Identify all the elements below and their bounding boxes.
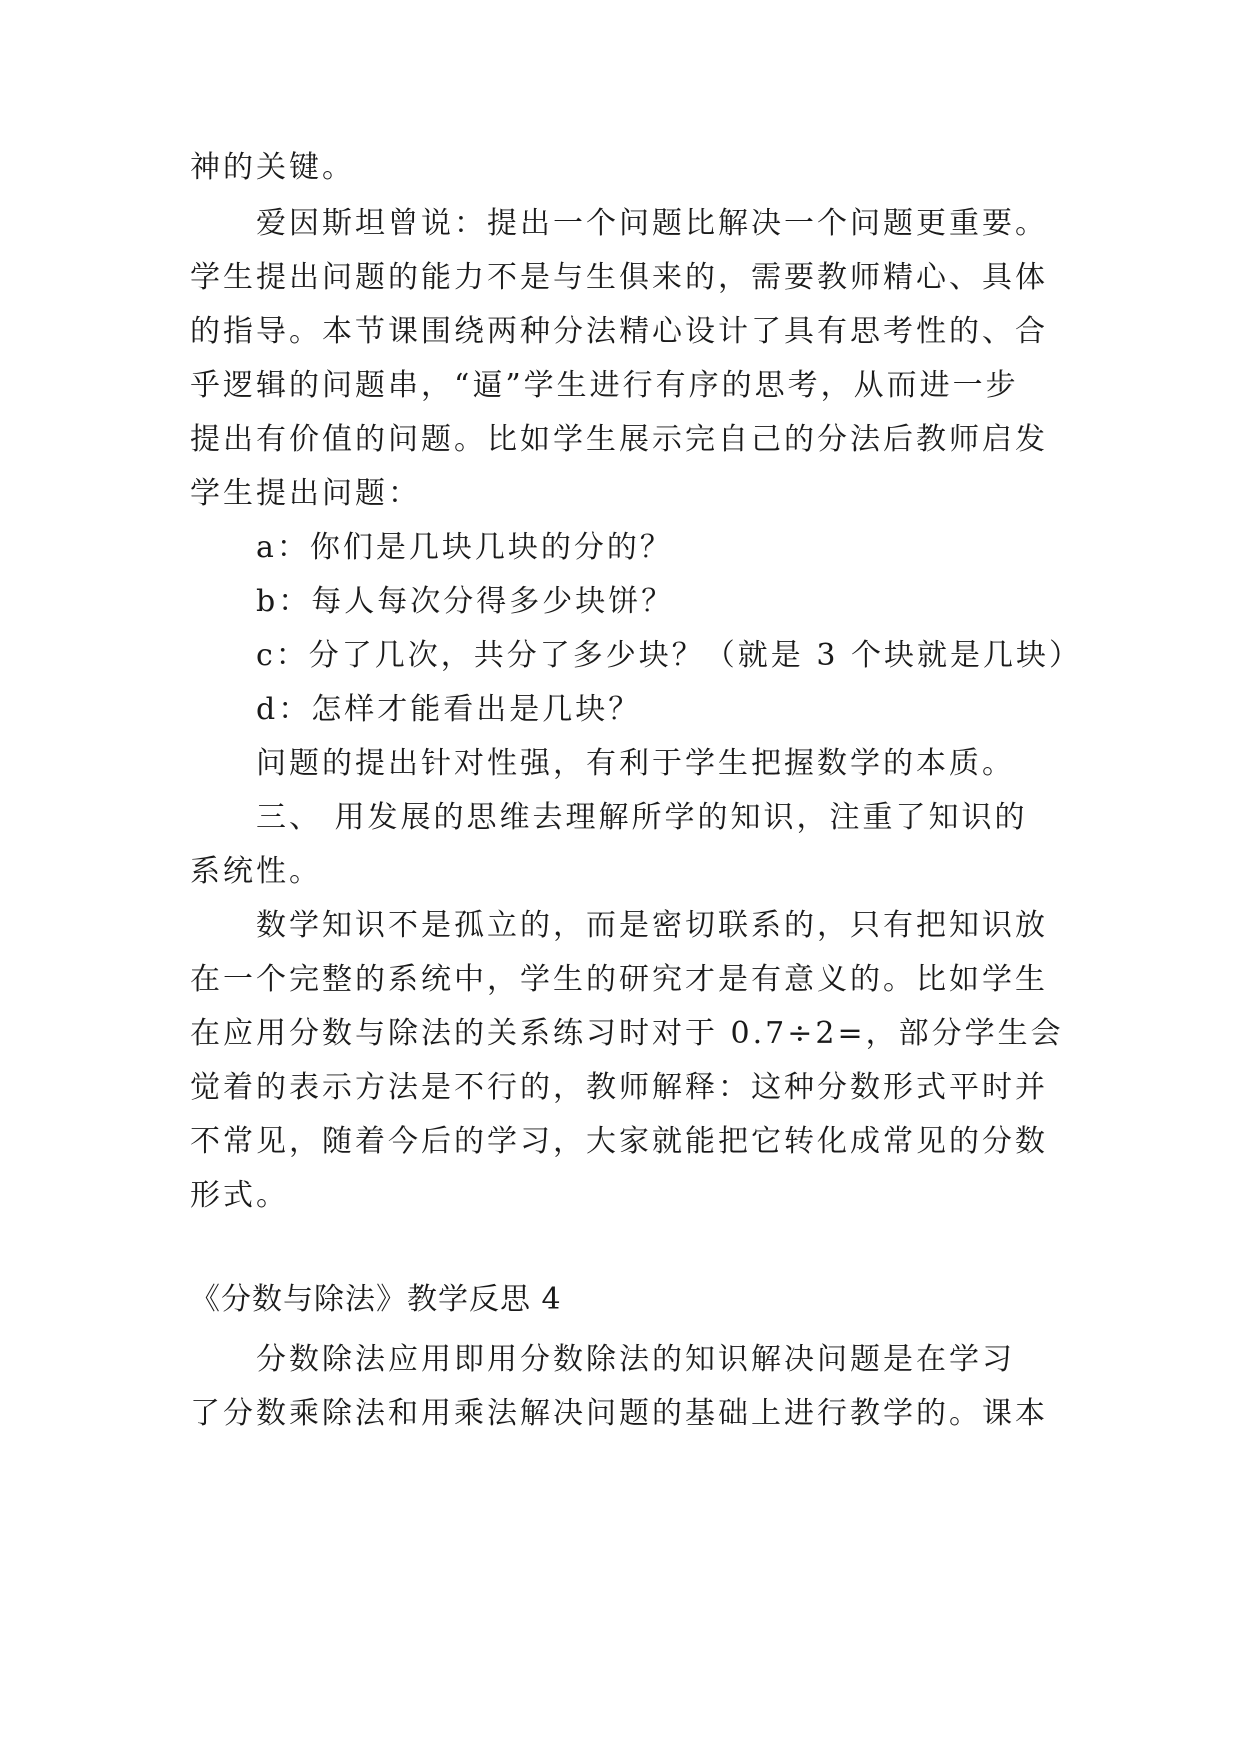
question-item: c：分了几次，共分了多少块？（就是 3 个块就是几块） (256, 638, 1082, 673)
article-title: 《分数与除法》教学反思 4 (190, 1282, 562, 1317)
question-item: d：怎样才能看出是几块？ (256, 692, 642, 727)
question-item: a：你们是几块几块的分的？ (256, 530, 673, 565)
paragraph-line: 在应用分数与除法的关系练习时对于 0.7÷2=，部分学生会 (190, 1016, 1064, 1051)
paragraph-line: 形式。 (190, 1178, 289, 1213)
paragraph-line: 觉着的表示方法是不行的，教师解释：这种分数形式平时并 (190, 1070, 1048, 1105)
paragraph-line: 学生提出问题： (190, 476, 421, 511)
paragraph-line: 问题的提出针对性强，有利于学生把握数学的本质。 (256, 746, 1015, 781)
section-heading: 三、 用发展的思维去理解所学的知识，注重了知识的 (256, 800, 1028, 835)
paragraph-line: 的指导。本节课围绕两种分法精心设计了具有思考性的、合 (190, 314, 1048, 349)
paragraph-line: 学生提出问题的能力不是与生俱来的，需要教师精心、具体 (190, 260, 1048, 295)
paragraph-line: 提出有价值的问题。比如学生展示完自己的分法后教师启发 (190, 422, 1048, 457)
paragraph-line: 乎逻辑的问题串，“逼”学生进行有序的思考，从而进一步 (190, 368, 1019, 403)
paragraph-line: 爱因斯坦曾说：提出一个问题比解决一个问题更重要。 (256, 206, 1048, 241)
paragraph-line: 分数除法应用即用分数除法的知识解决问题是在学习 (256, 1342, 1015, 1377)
paragraph-line: 神的关键。 (190, 150, 355, 185)
paragraph-line: 数学知识不是孤立的，而是密切联系的，只有把知识放 (256, 908, 1048, 943)
paragraph-line: 在一个完整的系统中，学生的研究才是有意义的。比如学生 (190, 962, 1048, 997)
paragraph-line: 不常见，随着今后的学习，大家就能把它转化成常见的分数 (190, 1124, 1048, 1159)
paragraph-line: 了分数乘除法和用乘法解决问题的基础上进行教学的。课本 (190, 1396, 1048, 1431)
paragraph-line: 系统性。 (190, 854, 322, 889)
question-item: b：每人每次分得多少块饼？ (256, 584, 675, 619)
